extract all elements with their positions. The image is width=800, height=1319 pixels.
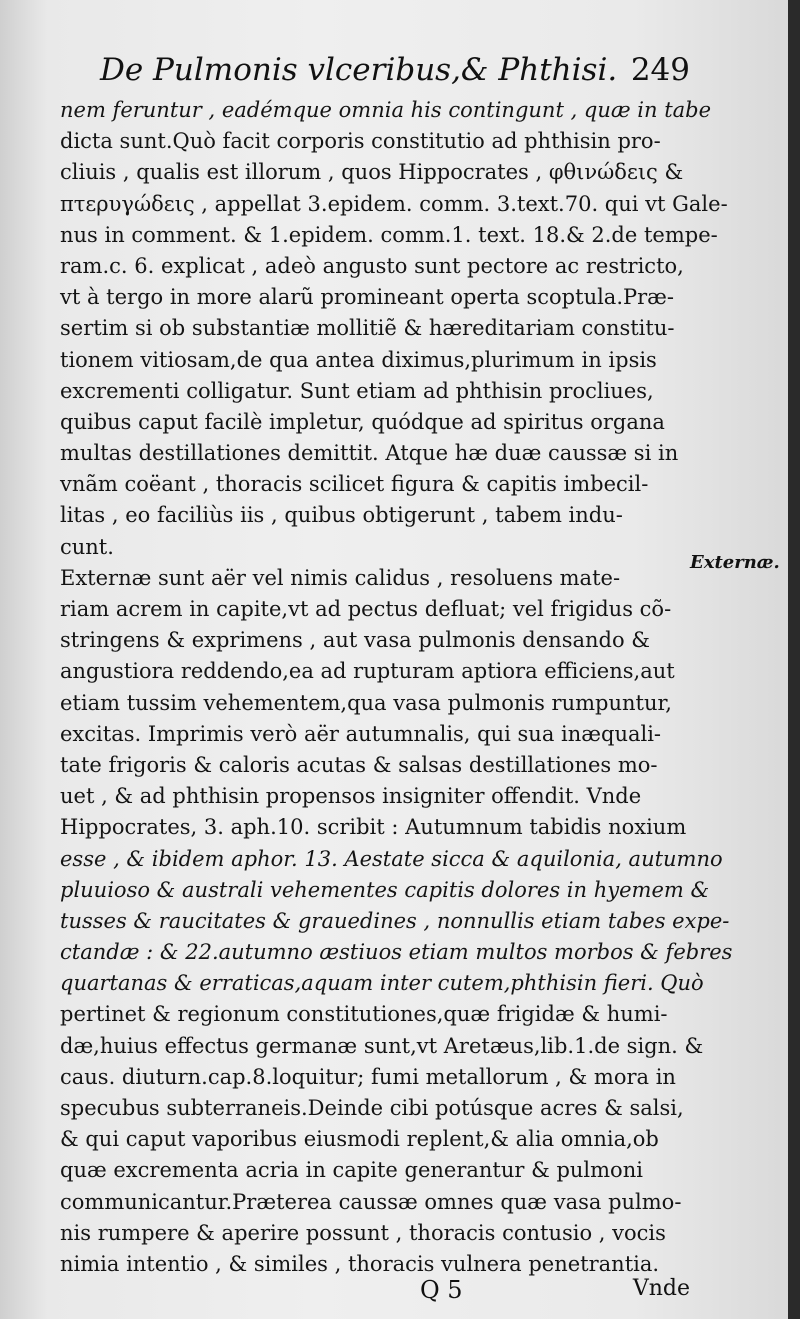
text-line: vt à tergo in more alarũ promineant operta scoptula.Præ- [60,285,675,310]
text-line: πτερυγώδεις , appellat 3.epidem. comm. 3.text.70. qui vt Gale- [60,191,728,216]
text-line: litas , eo faciliùs iis , quibus obtigerunt , tabem indu- [60,503,623,528]
page-edge [788,0,800,1319]
text-line: riam acrem in capite,vt ad pectus defluat; vel frigidus cõ- [60,597,672,621]
text-line: uet , & ad phthisin propensos insigniter offendit. Vnde [60,784,642,809]
text-line: tusses & raucitates & grauedines , nonnullis etiam tabes expe- [60,908,730,933]
text-line: dæ,huius effectus germanæ sunt,vt Aretæus,lib.1.de sign. & [60,1033,704,1058]
page-footer [420,1276,690,1316]
running-header [100,52,690,100]
text-line: sertim si ob substantiæ mollitiẽ & hæreditariam constitu- [60,316,675,341]
text-line: angustiora reddendo,ea ad rupturam aptiora efficiens,aut [60,659,675,684]
text-line: multas destillationes demittit. Atque hæ duæ caussæ si in [60,441,679,466]
text-line: pluuioso & australi vehementes capitis dolores in hyemem & [60,877,710,902]
text-line: quibus caput facilè impletur, quódque ad spiritus organa [60,409,665,434]
page-number: 249 [630,52,690,88]
signature-mark: Q 5 [420,1276,463,1304]
text-line: pertinet & regionum constitutiones,quæ frigidæ & humi- [60,1002,668,1027]
running-title: De Pulmonis vlceribus,& Phthisi. [100,52,618,88]
catchword: Vnde [632,1276,690,1301]
text-line: specubus subterraneis.Deinde cibi potúsque acres & salsi, [60,1096,684,1120]
text-line: nis rumpere & aperire possunt , thoracis contusio , vocis [60,1220,666,1245]
text-line: excrementi colligatur. Sunt etiam ad phthisin procliues, [60,378,654,403]
text-line: stringens & exprimens , aut vasa pulmonis densando & [60,628,650,653]
text-line: caus. diuturn.cap.8.loquitur; fumi metallorum , & mora in [60,1064,676,1089]
text-line: cunt. [60,534,114,559]
text-line: nimia intentio , & similes , thoracis vulnera penetrantia. [60,1251,660,1276]
text-line: dicta sunt.Quò facit corporis constitutio ad phthisin pro- [60,129,661,154]
text-line: nem feruntur , eadémque omnia his contingunt , quæ in tabe [60,98,712,122]
text-line: ctandæ : & 22.autumno æstiuos etiam multos morbos & febres [60,940,733,965]
text-block [60,95,733,1276]
text-line: ram.c. 6. explicat , adeò angusto sunt pectore ac restricto, [60,253,684,278]
text-line: excitas. Imprimis verò aër autumnalis, qui sua inæquali- [60,721,662,746]
text-line: nus in comment. & 1.epidem. comm.1. text. 18.& 2.de tempe- [60,222,718,247]
margin-note: Externæ. [690,552,780,573]
text-line: Externæ sunt aër vel nimis calidus , resoluens mate- [60,565,621,590]
text-line: quæ excrementa acria in capite generantur & pulmoni [60,1158,643,1183]
text-line: vnãm coëant , thoracis scilicet figura & capitis imbecil- [60,472,649,497]
text-line: tate frigoris & caloris acutas & salsas destillationes mo- [60,752,658,777]
text-line: cliuis , qualis est illorum , quos Hippocrates , φθινώδεις & [60,160,684,185]
text-line: communicantur.Præterea caussæ omnes quæ vasa pulmo- [60,1189,682,1214]
text-line: esse , & ibidem aphor. 13. Aestate sicca & aquilonia, autumno [60,846,723,871]
text-line: tionem vitiosam,de qua antea diximus,plurimum in ipsis [60,347,657,372]
text-line: Hippocrates, 3. aph.10. scribit : Autumnum tabidis noxium [60,815,687,840]
text-line: etiam tussim vehementem,qua vasa pulmonis rumpuntur, [60,690,672,715]
text-line: quartanas & erraticas,aquam inter cutem,phthisin fieri. Quò [60,971,704,996]
text-line: & qui caput vaporibus eiusmodi replent,& alia omnia,ob [60,1127,659,1152]
